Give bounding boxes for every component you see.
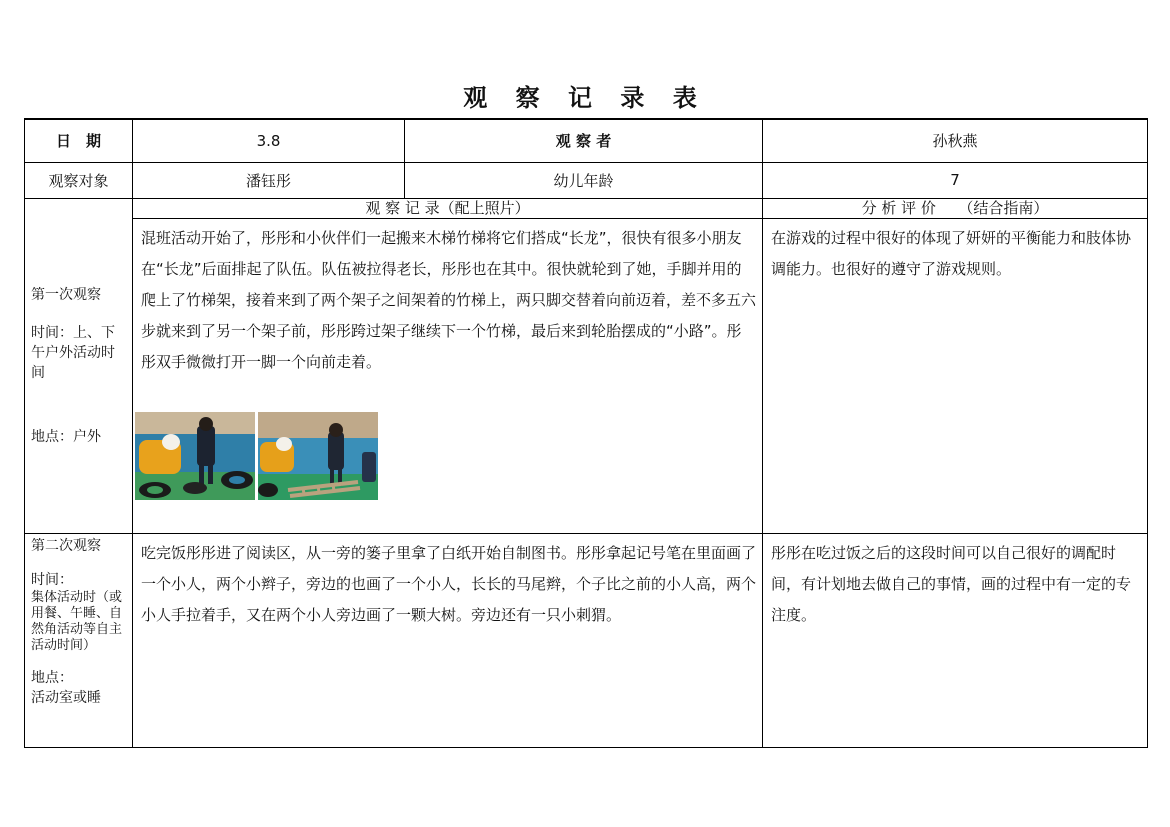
date-label: 日 期 (25, 119, 133, 162)
obs1-record-cell (133, 218, 763, 533)
obs1-side (25, 198, 133, 533)
observer-value: 孙秋燕 (763, 119, 1148, 162)
obs2-record: 吃完饭彤彤进了阅读区，从一旁的篓子里拿了白纸开始自制图书。彤彤拿起记号笔在里面画了一个小人，两个小辫子，旁边的也画了一个小人，长长的马尾辫，个子比之前的小人高，两个小人手拉着手，又在两个小人旁边画了一颗大树。旁边还有一只小刺猬。 (141, 543, 757, 624)
analysis-header: 分 析 评 价 （结合指南） (763, 198, 1148, 218)
obs1-analysis: 在游戏的过程中很好的体现了妍妍的平衡能力和肢体协调能力。也很好的遵守了游戏规则。 (771, 228, 1132, 278)
obs1-analysis-cell (763, 218, 1148, 533)
target-value: 潘钰彤 (133, 162, 405, 198)
obs2-time-label: 时间： (31, 571, 73, 588)
obs1-record: 混班活动开始了，彤彤和小伙伴们一起搬来木梯竹梯将它们搭成“长龙”，很快有很多小朋友在“长龙”后面排起了队伍。队伍被拉得老长，彤彤也在其中。很快就轮到了她，手脚并用的爬上了竹梯架，接着来到了两个架子之间架着的竹梯上，两只脚交替着向前迈着，差不多五六步就来到了另一个架子前，彤彤跨过架子继续下一个竹梯，最后来到轮胎摆成的“小路”。彤彤双手微微打开一脚一个向前走着。 (141, 228, 757, 371)
obs2-side (25, 533, 133, 747)
age-label: 幼儿年龄 (405, 162, 763, 198)
obs1-place: 地点：户外 (31, 428, 101, 445)
date-value: 3.8 (133, 119, 405, 162)
obs2-analysis: 彤彤在吃过饭之后的这段时间可以自己很好的调配时间，有计划地去做自己的事情，画的过程中有一定的专注度。 (771, 543, 1132, 624)
obs1-time: 时间：上、下午户外活动时间 (31, 324, 115, 381)
observer-label: 观 察 者 (405, 119, 763, 162)
obs1-label: 第一次观察 (31, 286, 101, 303)
age-value: 7 (763, 162, 1148, 198)
photo-child-ladder (258, 412, 378, 500)
obs2-place-label: 地点： (31, 669, 73, 686)
obs2-record-cell (133, 533, 763, 747)
photo-child-tires (135, 412, 255, 500)
obs2-time-detail: 集体活动时（或用餐、午睡、自然角活动等自主活动时间） (31, 589, 123, 653)
obs2-analysis-cell (763, 533, 1148, 747)
observation-table (24, 118, 1148, 748)
obs2-place-value: 活动室或睡 (31, 689, 101, 706)
page-title: 观 察 记 录 表 (463, 84, 707, 112)
target-label: 观察对象 (25, 162, 133, 198)
record-header: 观 察 记 录（配上照片） (133, 198, 763, 218)
obs2-label: 第二次观察 (31, 537, 101, 554)
photo-strip (135, 412, 762, 500)
